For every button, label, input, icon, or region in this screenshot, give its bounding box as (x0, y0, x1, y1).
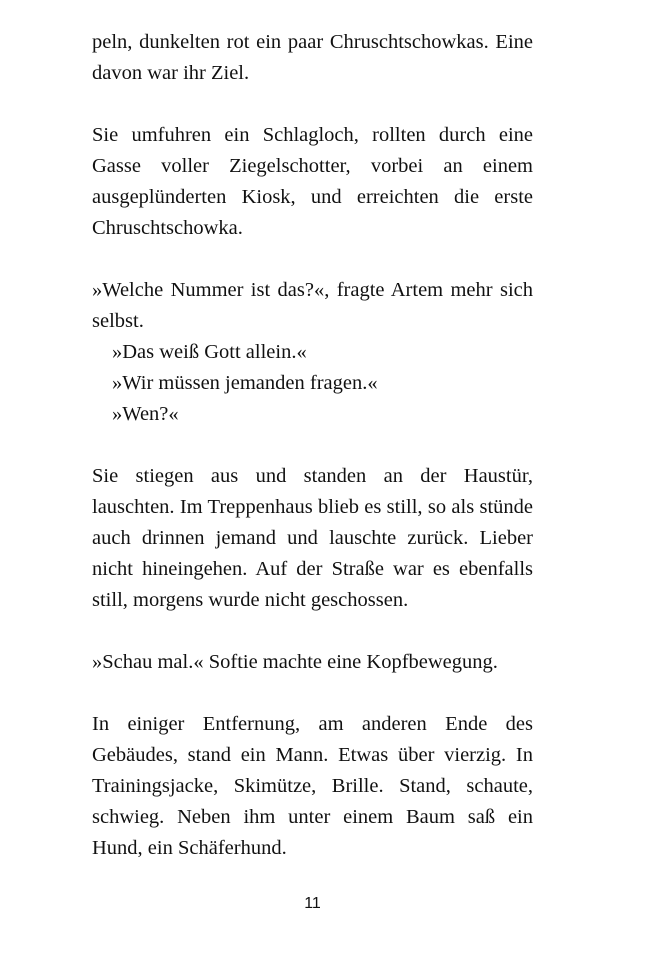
paragraph-1: peln, dunkelten rot ein paar Chruschtschowkas. Eine davon war ihr Ziel. (92, 31, 533, 84)
paragraph-3: »Welche Nummer ist das?«, fragte Artem mehr sich selbst. (92, 279, 533, 332)
dialogue-line-2: »Wir müssen jemanden fragen.« (112, 372, 378, 394)
dialogue-line-1: »Das weiß Gott allein.« (112, 341, 307, 363)
dialogue-line-3: »Wen?« (112, 403, 179, 425)
body-text (92, 27, 533, 864)
paragraph-6: In einiger Entfernung, am anderen Ende des Gebäudes, stand ein Mann. Etwas über vierzig. In Trainingsjacke, Skimütze, Brille. Stand, schaute, schwieg. Neben ihm unter einem Baum saß ein Hund, ein Schäferhund. (92, 713, 533, 859)
paragraph-5: »Schau mal.« Softie machte eine Kopfbewegung. (92, 651, 498, 673)
paragraph-4: Sie stiegen aus und standen an der Haustür, lauschten. Im Treppenhaus blieb es still, so als stünde auch drinnen jemand und lauschte zurück. Lieber nicht hineingehen. Auf der Straße war es ebenfalls still, morgens wurde nicht geschossen. (92, 465, 533, 611)
paragraph-2: Sie umfuhren ein Schlagloch, rollten durch eine Gasse voller Ziegelschotter, vorbei an einem ausgeplünderten Kiosk, und erreichten die erste Chruschtschowka. (92, 124, 533, 239)
page-number: 11 (304, 895, 321, 912)
